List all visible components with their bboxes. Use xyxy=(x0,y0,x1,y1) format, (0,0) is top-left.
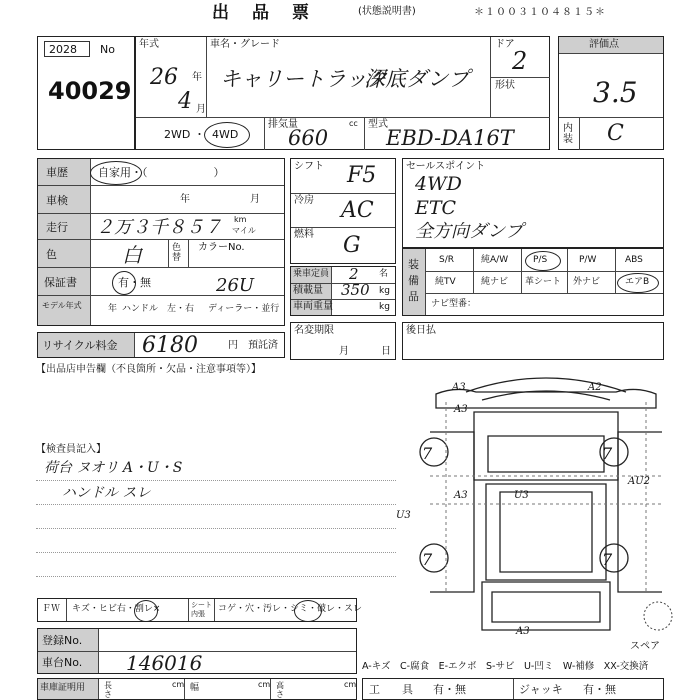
warranty-label: 保証書 xyxy=(44,276,77,289)
chassis-value: 146016 xyxy=(126,651,203,675)
drive-4wd: 4WD xyxy=(212,128,239,141)
model-year-label: モデル年式 xyxy=(42,301,82,310)
name-change-month: 月 xyxy=(339,346,349,357)
model-label: 型式 xyxy=(368,119,388,130)
recycle-value: 6180 xyxy=(142,333,198,358)
fw-label: ＦＷ xyxy=(42,604,61,614)
year-suffix: 年 xyxy=(192,72,202,83)
equip-tv: 純TV xyxy=(435,277,456,287)
cooling-value: AC xyxy=(341,198,374,223)
equip-airbag-circle xyxy=(617,273,659,293)
serial-barcode-text: ＊１００３１０４８１５＊ xyxy=(474,7,606,18)
model-value: EBD-DA16T xyxy=(386,126,514,150)
length-label: 長さ xyxy=(104,681,112,699)
equip-aw: 純A/W xyxy=(481,255,509,265)
load-label: 積載量 xyxy=(293,285,323,296)
color-value: 白 xyxy=(122,243,142,267)
fw-text: キズ・ヒビ右・割レ× xyxy=(72,604,161,614)
mark-a3-rear: A3 xyxy=(516,626,530,637)
garage-cert-row xyxy=(37,678,357,700)
equip-pw: P/W xyxy=(579,255,597,265)
name-change-label: 名変期限 xyxy=(294,325,334,336)
fuel-label: 燃料 xyxy=(294,229,314,240)
equip-ext-navi: 外ナビ xyxy=(573,277,601,287)
mark-a3-cab: A3 xyxy=(454,404,468,415)
score-value: 3.5 xyxy=(593,76,638,109)
inspector-note-1: 荷台 ヌオリ A・U・S xyxy=(44,460,183,476)
svg-text:7: 7 xyxy=(422,444,433,463)
equip-abs: ABS xyxy=(625,255,643,265)
cc-unit: cc xyxy=(349,119,358,128)
door-value: 2 xyxy=(512,47,528,75)
color-no-value: 26U xyxy=(216,275,255,296)
header xyxy=(0,0,700,22)
grade-box xyxy=(558,36,664,150)
tools-value: 有・無 xyxy=(433,683,466,696)
weight-label: 車両重量 xyxy=(293,301,333,312)
mark-u3-side: U3 xyxy=(396,510,411,521)
lot-no-label: No xyxy=(100,43,115,56)
recycle-unit: 円 預託済 xyxy=(228,340,278,351)
drive-4wd-circle xyxy=(204,122,250,148)
svg-text:7: 7 xyxy=(422,550,433,569)
tools-label: 工 具 xyxy=(369,683,413,696)
fw-crack-circle xyxy=(134,600,158,622)
selling-point-2: ETC xyxy=(415,197,457,219)
name-change-day: 日 xyxy=(381,346,391,357)
inspector-label: 【検査員記入】 xyxy=(36,444,106,455)
name-grade-label: 車名・グレード xyxy=(210,39,280,50)
details-table xyxy=(37,158,285,326)
cooling-label: 冷房 xyxy=(294,195,314,206)
door-label: ドア xyxy=(495,39,515,50)
grade-value: 深底ダンプ xyxy=(364,67,470,91)
seat-label: シート内張 xyxy=(191,601,212,618)
equipment-box xyxy=(402,248,664,316)
mileage-value: ２万３千８５７ xyxy=(96,217,222,238)
interior-value: C xyxy=(607,121,624,146)
svg-text:7: 7 xyxy=(602,550,613,569)
equip-navi: 純ナビ xyxy=(481,277,509,287)
recycle-label: リサイクル料金 xyxy=(42,339,118,352)
handle-label: ハンドル 左・右 xyxy=(122,304,195,314)
vehicle-name-value: キャリートラック xyxy=(220,67,388,91)
inspection-label: 車検 xyxy=(46,194,68,207)
page-title: 出 品 票 xyxy=(212,3,312,23)
mark-a2-top: A2 xyxy=(588,382,602,393)
height-unit: cm xyxy=(344,680,357,689)
score-label: 評価点 xyxy=(589,39,619,50)
color-change-label: 色替 xyxy=(172,243,182,263)
capacity-label: 乗車定員 xyxy=(293,269,330,279)
displacement-value: 660 xyxy=(288,126,329,150)
capacity-table xyxy=(290,266,396,316)
weight-unit: kg xyxy=(379,302,390,312)
chassis-label: 車台No. xyxy=(42,656,83,669)
dealer-label: ディーラー・並行 xyxy=(208,304,280,314)
drive-2wd: 2WD xyxy=(164,128,191,141)
seat-dirt-circle xyxy=(294,600,322,622)
shift-value: F5 xyxy=(347,163,377,188)
jack-label: ジャッキ xyxy=(519,683,563,696)
equip-sr: S/R xyxy=(439,255,454,265)
equip-airbag: エアB xyxy=(625,277,650,287)
load-value: 350 xyxy=(341,281,370,299)
history-private-circle xyxy=(90,161,142,185)
seat-text: コゲ・穴・汚レ・シミ・破レ・スレ xyxy=(218,604,363,614)
shape-label: 形状 xyxy=(495,80,515,91)
mile-unit: マイル xyxy=(232,226,256,235)
km-unit: km xyxy=(234,215,247,224)
selling-points-label: セールスポイント xyxy=(406,161,486,172)
width-unit: cm xyxy=(258,680,271,689)
navi-model-label: ナビ型番： xyxy=(431,299,477,309)
recycle-row xyxy=(37,332,285,358)
damage-legend: A-キズ C-腐食 E-エクボ S-サビ U-凹ミ W-補修 XX-交換済 xyxy=(362,661,649,672)
lot-number: 40029 xyxy=(48,77,132,105)
history-label: 車歴 xyxy=(46,166,68,179)
jack-value: 有・無 xyxy=(583,683,616,696)
svg-text:7: 7 xyxy=(602,444,613,463)
interior-label: 内装 xyxy=(563,123,573,145)
capacity-value: 2 xyxy=(349,265,359,283)
warranty-yes-circle xyxy=(112,271,136,295)
selling-point-1: 4WD xyxy=(415,173,462,195)
seller-notes-label: 【出品店申告欄（不良箇所・欠品・注意事項等）】 xyxy=(36,364,261,375)
year-value: 26 xyxy=(150,65,178,90)
lot-box xyxy=(37,36,135,150)
mark-u3-bed: U3 xyxy=(514,490,529,501)
warranty-value: 有・無 xyxy=(118,276,151,289)
load-unit: kg xyxy=(379,286,390,296)
width-label: 幅 xyxy=(190,683,200,693)
month-suffix: 月 xyxy=(196,104,206,115)
inspector-note-2: ハンドル スレ xyxy=(62,485,151,501)
color-no-label: カラーNo. xyxy=(198,242,245,253)
selling-points-box xyxy=(402,158,664,248)
displacement-label: 排気量 xyxy=(268,119,298,130)
name-change-box xyxy=(290,322,396,360)
history-options: 自家用・（ ） xyxy=(98,166,225,179)
specs-table xyxy=(290,158,396,264)
after-payment-label: 後日払 xyxy=(406,325,436,336)
mileage-label: 走行 xyxy=(46,221,68,234)
spare-label: スペア xyxy=(630,641,660,652)
equip-ps-circle xyxy=(525,251,561,271)
mark-a3-bed: A3 xyxy=(454,490,468,501)
mark-a3-top: A3 xyxy=(452,382,466,393)
damage-row xyxy=(37,598,363,622)
selling-point-3: 全方向ダンプ xyxy=(415,221,524,242)
tools-box xyxy=(362,678,664,700)
color-label: 色 xyxy=(46,248,57,261)
garage-cert-label: 車庫証明用 xyxy=(40,683,86,693)
car-damage-diagram xyxy=(396,372,696,652)
height-label: 高さ xyxy=(276,681,284,699)
shift-label: シフト xyxy=(294,161,324,172)
equipment-label: 装備品 xyxy=(408,258,419,303)
registration-box xyxy=(37,628,357,674)
equip-leather: 革シート xyxy=(525,277,562,287)
year-label: 年式 xyxy=(139,39,159,50)
lot-code: 2028 xyxy=(49,43,77,56)
inspection-month: 月 xyxy=(250,194,260,205)
inspection-year: 年 xyxy=(180,194,190,205)
model-year-unit: 年 xyxy=(108,304,118,314)
mark-au2-side: AU2 xyxy=(628,476,651,487)
page-subtitle: (状態説明書) xyxy=(358,6,416,17)
reg-no-label: 登録No. xyxy=(42,634,83,647)
capacity-unit: 名 xyxy=(379,269,389,279)
equip-ps: P/S xyxy=(533,255,548,265)
length-unit: cm xyxy=(172,680,185,689)
month-value: 4 xyxy=(178,89,192,114)
after-payment-box xyxy=(402,322,664,360)
fuel-value: G xyxy=(343,233,361,258)
vehicle-box: 年式 車名・グレード ドア 形状 26 年 4 月 キャリートラック 深底ダンプ 2 2WD ・ 4WD 排気量 660 cc 型式 EBD-DA16T xyxy=(135,36,550,150)
lot-code-box xyxy=(44,41,90,57)
